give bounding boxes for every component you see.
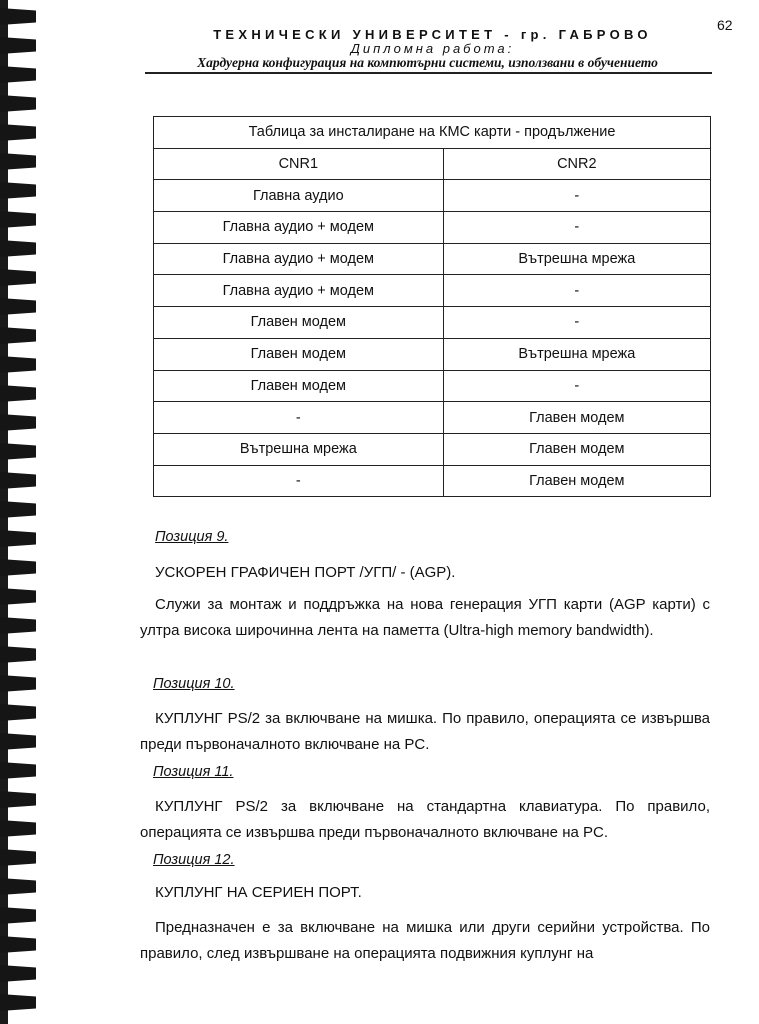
binding-ring [0,414,36,431]
cell-cnr2: Главен модем [443,402,710,434]
table-row [154,370,711,402]
table-row [154,402,711,434]
binding-ring [0,588,36,605]
table-header-row [154,148,711,180]
binding-ring [0,298,36,315]
binding-ring [0,849,36,866]
header-thesis-title: Хардуерна конфигурация на компютърни системи, използвани в обучението [197,55,658,70]
binding-ring [0,762,36,779]
binding-ring [0,965,36,982]
header-thesis-label: Дипломна работа: [350,41,515,56]
binding-ring [0,820,36,837]
table-title: Таблица за инсталиране на КМС карти - продължение [154,117,711,149]
binding-ring [0,37,36,54]
position-11-heading: Позиция 11. [153,764,234,780]
cell-cnr1: Главна аудио + модем [154,275,444,307]
binding-ring [0,443,36,460]
position-12-text: Предназначен е за включване на мишка или други серийни устройства. По правило, след извършване на операцията подвижния куплунг на [140,919,710,962]
binding-ring [0,646,36,663]
binding-ring [0,182,36,199]
binding-ring [0,124,36,141]
header-divider [145,72,712,74]
binding-ring [0,211,36,228]
table-row [154,212,711,244]
table-row [154,465,711,497]
table-row [154,243,711,275]
binding-ring [0,733,36,750]
binding-ring [0,704,36,721]
column-header-cnr2: CNR2 [443,148,710,180]
binding-ring [0,617,36,634]
position-11-text: КУПЛУНГ PS/2 за включване на стандартна клавиатура. По правило, операцията се извършва преди първоначалното включване на PC. [140,798,710,841]
position-10-heading: Позиция 10. [153,676,235,692]
cell-cnr1: Главна аудио + модем [154,212,444,244]
position-9-title: УСКОРЕН ГРАФИЧЕН ПОРТ /УГП/ - (AGP). [155,564,456,581]
binding-ring [0,8,36,25]
cell-cnr2: - [443,307,710,339]
position-12-heading: Позиция 12. [153,852,235,868]
table-row [154,433,711,465]
binding-ring [0,878,36,895]
header-university: ТЕХНИЧЕСКИ УНИВЕРСИТЕТ - гр. ГАБРОВО [213,27,652,42]
binding-ring [0,153,36,170]
position-12-title: КУПЛУНГ НА СЕРИЕН ПОРТ. [155,884,362,901]
cell-cnr2: Вътрешна мрежа [443,338,710,370]
binding-ring [0,240,36,257]
table-row [154,275,711,307]
binding-ring [0,356,36,373]
cell-cnr2: - [443,370,710,402]
binding-ring [0,95,36,112]
binding-ring [0,66,36,83]
table-row [154,180,711,212]
kms-installation-table [153,116,711,497]
position-9-heading: Позиция 9. [155,529,229,545]
cell-cnr1: Главна аудио [154,180,444,212]
cell-cnr1: Главен модем [154,307,444,339]
cell-cnr1: Вътрешна мрежа [154,433,444,465]
cell-cnr2: Вътрешна мрежа [443,243,710,275]
binding-ring [0,994,36,1011]
spiral-binding [0,0,40,1024]
binding-ring [0,472,36,489]
binding-ring [0,675,36,692]
binding-ring [0,530,36,547]
cell-cnr1: Главна аудио + модем [154,243,444,275]
cell-cnr2: Главен модем [443,433,710,465]
cell-cnr1: - [154,402,444,434]
cell-cnr1: Главен модем [154,338,444,370]
binding-ring [0,791,36,808]
cell-cnr2: - [443,212,710,244]
binding-ring [0,385,36,402]
page-number: 62 [717,17,733,33]
cell-cnr1: Главен модем [154,370,444,402]
position-10-text: КУПЛУНГ PS/2 за включване на мишка. По правило, операцията се извършва преди първоначалното включване на PC. [140,710,710,753]
binding-ring [0,559,36,576]
binding-ring [0,501,36,518]
position-9-text: Служи за монтаж и поддръжка на нова генерация УГП карти (AGP карти) с ултра висока широчинна лента на паметта (Ultra-high memory bandwidth). [140,596,710,639]
cell-cnr2: - [443,180,710,212]
table-row [154,338,711,370]
cell-cnr2: - [443,275,710,307]
cell-cnr1: - [154,465,444,497]
table-row [154,307,711,339]
column-header-cnr1: CNR1 [154,148,444,180]
table-title-row [154,117,711,149]
binding-ring [0,269,36,286]
binding-ring [0,907,36,924]
binding-ring [0,327,36,344]
cell-cnr2: Главен модем [443,465,710,497]
binding-ring [0,936,36,953]
